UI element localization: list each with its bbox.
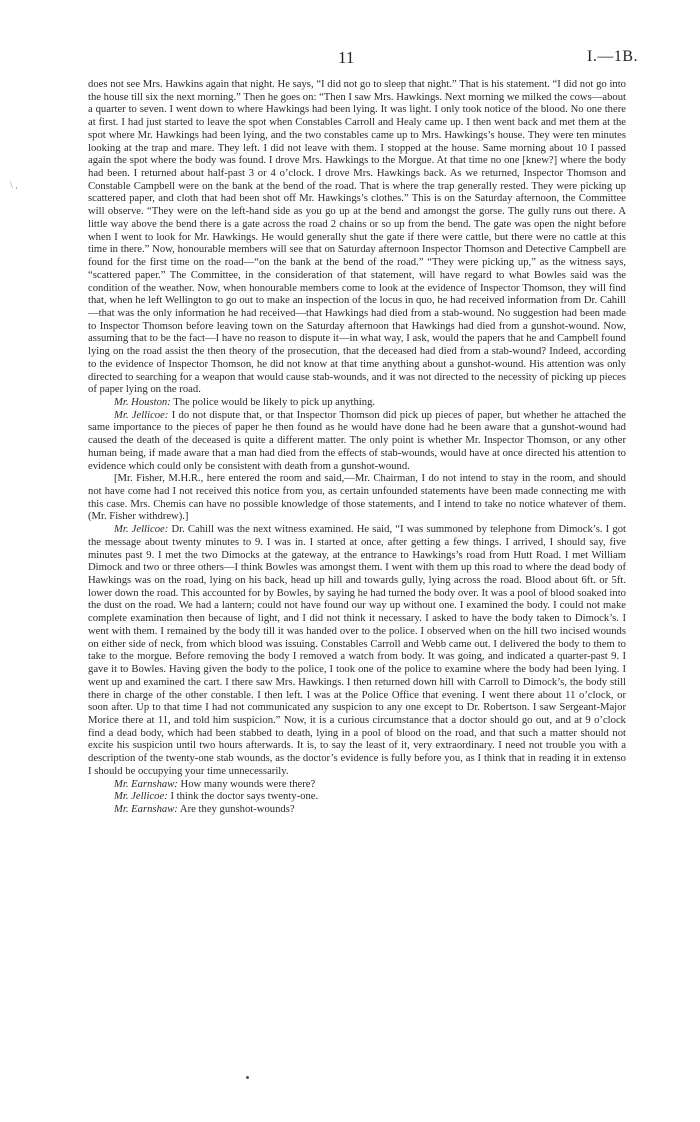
paragraph: [Mr. Fisher, M.H.R., here entered the room and said,—Mr. Chairman, I do not intend to stay in the room, and should not have come had I not received this notice from you, as certain unfounded statements have been made connecting me with this case. Mrs. Chemis can have no possible knowledge of those statements, and I intend to take no notice whatever of them. (Mr. Fisher withdrew).] [88,473,626,523]
speaker-name: Mr. Earnshaw: [114,778,178,790]
paragraph: Mr. Earnshaw: How many wounds were there? [114,778,316,790]
speaker-name: Mr. Jellicoe: [114,409,169,421]
paragraph: Mr. Earnshaw: Are they gunshot-wounds? [114,803,295,815]
page-number: 11 [338,48,355,67]
paragraph: does not see Mrs. Hawkins again that night. He says, “I did not go to sleep that night.” That is his statement. “I did not go into the house till six the next morning.” Then he goes on: “Then I saw Mrs. Hawkings. Next morning we milked the cows—about a quarter to seven. I went down to where Hawkings had been lying. It was light. I only took notice of the blood. No one there at first. I had just started to leave the spot when Constables Carroll and Healy came up. I then went back and met them at the spot where Mr. Hawkings had been lying, and the two constables came up to Mrs. Hawkings’s house. They were ten minutes looking at the trap and mare. They left. I did not leave with them. I stopped at the house. Same morning about 10 I passed again the spot where the body was found. I drove Mrs. Hawkings to the Morgue. At that time no one [knew?] where the body had been. I returned about half-past 3 or 4 o’clock. I drove Mrs. Hawkings back. As we returned, Inspector Thomson and Constable Campbell were on the bank at the bend of the road. That is where the trap generally rested. They were picking up scattered paper, and cloth that had been shot off Mr. Hawkings’s clothes.” This is on the Saturday afternoon, the Committee will observe. “They were on the left-hand side as you go up at the bend and amongst the gorse. The gully runs out there. A little way above the bend there is a gate across the road 2 chains or so up from the bend. The gate was open the night before when I went to look for Mr. Hawkings. He would generally shut the gate if there were cattle, but there were no cattle at this time in there.” Now, honourable members will see that on Saturday afternoon Inspector Thomson and Detective Campbell are found for the first time on the road—“on the bank at the bend of the road.” “They were picking up,” as the witness says, “scattered paper.” The Committee, in the consideration of that statement, will have regard to what Bowles said was the condition of the weather. Now, when honourable members come to look at the evidence of Inspector Thomson, they will find that, when he left Wellington to go out to make an inspection of the locus in quo, he had received information from Dr. Cahill—that was the only information he had received—that Hawkings had died from a stab-wound. No suggestion had been made to Inspector Thomson before leaving town on the Saturday afternoon that Hawkings had died from a gunshot-wound. Now, assuming that to be the fact—I have no reason to dispute it—in what way, I ask, would the papers that he and Campbell found lying on the road assist the then theory of the prosecution, that the deceased had died from a stab-wound? Indeed, according to the evidence of Inspector Thomson, he did not know at that time anything about a gunshot-wound. His attention was only directed to searching for a weapon that would cause stab-wounds, and it was not directed to the necessity of picking up pieces of paper lying on the road. [88,79,626,396]
speaker-name: Mr. Earnshaw: [114,803,178,815]
body-text [88,79,626,817]
paragraph: Mr. Jellicoe: I think the doctor says twenty-one. [114,791,319,803]
speaker-name: Mr. Jellicoe: [114,524,169,536]
paragraph: Mr. Jellicoe: Dr. Cahill was the next witness examined. He said, “I was summoned by telephone from Dimock’s. I got the message about twenty minutes to 9. I was in. I started at once, after getting a few things. I arrived, I should say, five minutes past 9. I met the two Dimocks at the gateway, at the entrance to Hawkings’s road from Hutt Road. I met William Dimock and two or three others—I think Bowles was amongst them. I went with them up this road to where the dead body of Hawkings was on the road, lying on his back, head up hill and towards gully, lying across the road. Blood about 6ft. or 5ft. lower down the road. This accounted for by Bowles, by saying he had turned the body over. It was a pool of blood soaked into the dust on the road. We had a lantern; could not have found our way up without one. I examined the body. I could not make complete examination then because of light, and I did not think it necessary. I asked to have the body taken to Dimock’s. I went with them. I remained by the body till it was handed over to the police. I observed when on the hill two incised wounds on either side of neck, from which blood was issuing. Constables Carroll and Webb came out. I delivered the body to them to take to the morgue. Before removing the body I removed a watch from body. It was going, and indicated a quarter-past 9. I gave it to Bowles. Having given the body to the police, I took one of the police to examine where the body had been lying. I went up and examined the cart. I there saw Mrs. Hawkings. I then returned down hill with Carroll to Dimock’s, the body still there in charge of the other constable. I then left. I was at the Police Office that evening. I went there about 11 o’clock, or soon after. Up to that time I had not communicated any suspicion to any one except to Dr. Robertson. I saw Sergeant-Major Morice there at 11, and told him suspicion.” Now, it is a curious circumstance that a doctor should go out, and at 9 o’clock find a dead body, which had been stabbed to death, lying in a pool of blood on the road, and that such a matter should not excite his suspicion until two hours afterwards. It is, to say the least of it, very extraordinary. I need not trouble you with a description of the twenty-one stab wounds, as the doctor’s evidence is fully before you, as I think that in reading it in extenso I should be occupying your time unnecessarily. [88,524,626,777]
margin-marks: \ , [10,180,18,191]
stray-mark [246,1076,249,1079]
speaker-name: Mr. Houston: [114,396,171,408]
speaker-name: Mr. Jellicoe: [114,791,168,803]
paragraph: Mr. Jellicoe: I do not dispute that, or that Inspector Thomson did pick up pieces of paper, but whether he attached the same importance to the pieces of paper he then found as he would have done had he been aware that a gunshot-wound had caused the death of the deceased is quite a different matter. The only point is whether Mr. Inspector Thomson, or any other human being, if made aware that a man had died from the effects of stab-wounds, would have at once directed his attention to evidence which could only be consistent with death from a gunshot-wound. [88,409,626,472]
paragraph: Mr. Houston: The police would be likely to pick up anything. [114,396,376,408]
page-header [0,48,700,72]
document-reference: I.—1B. [587,48,638,65]
